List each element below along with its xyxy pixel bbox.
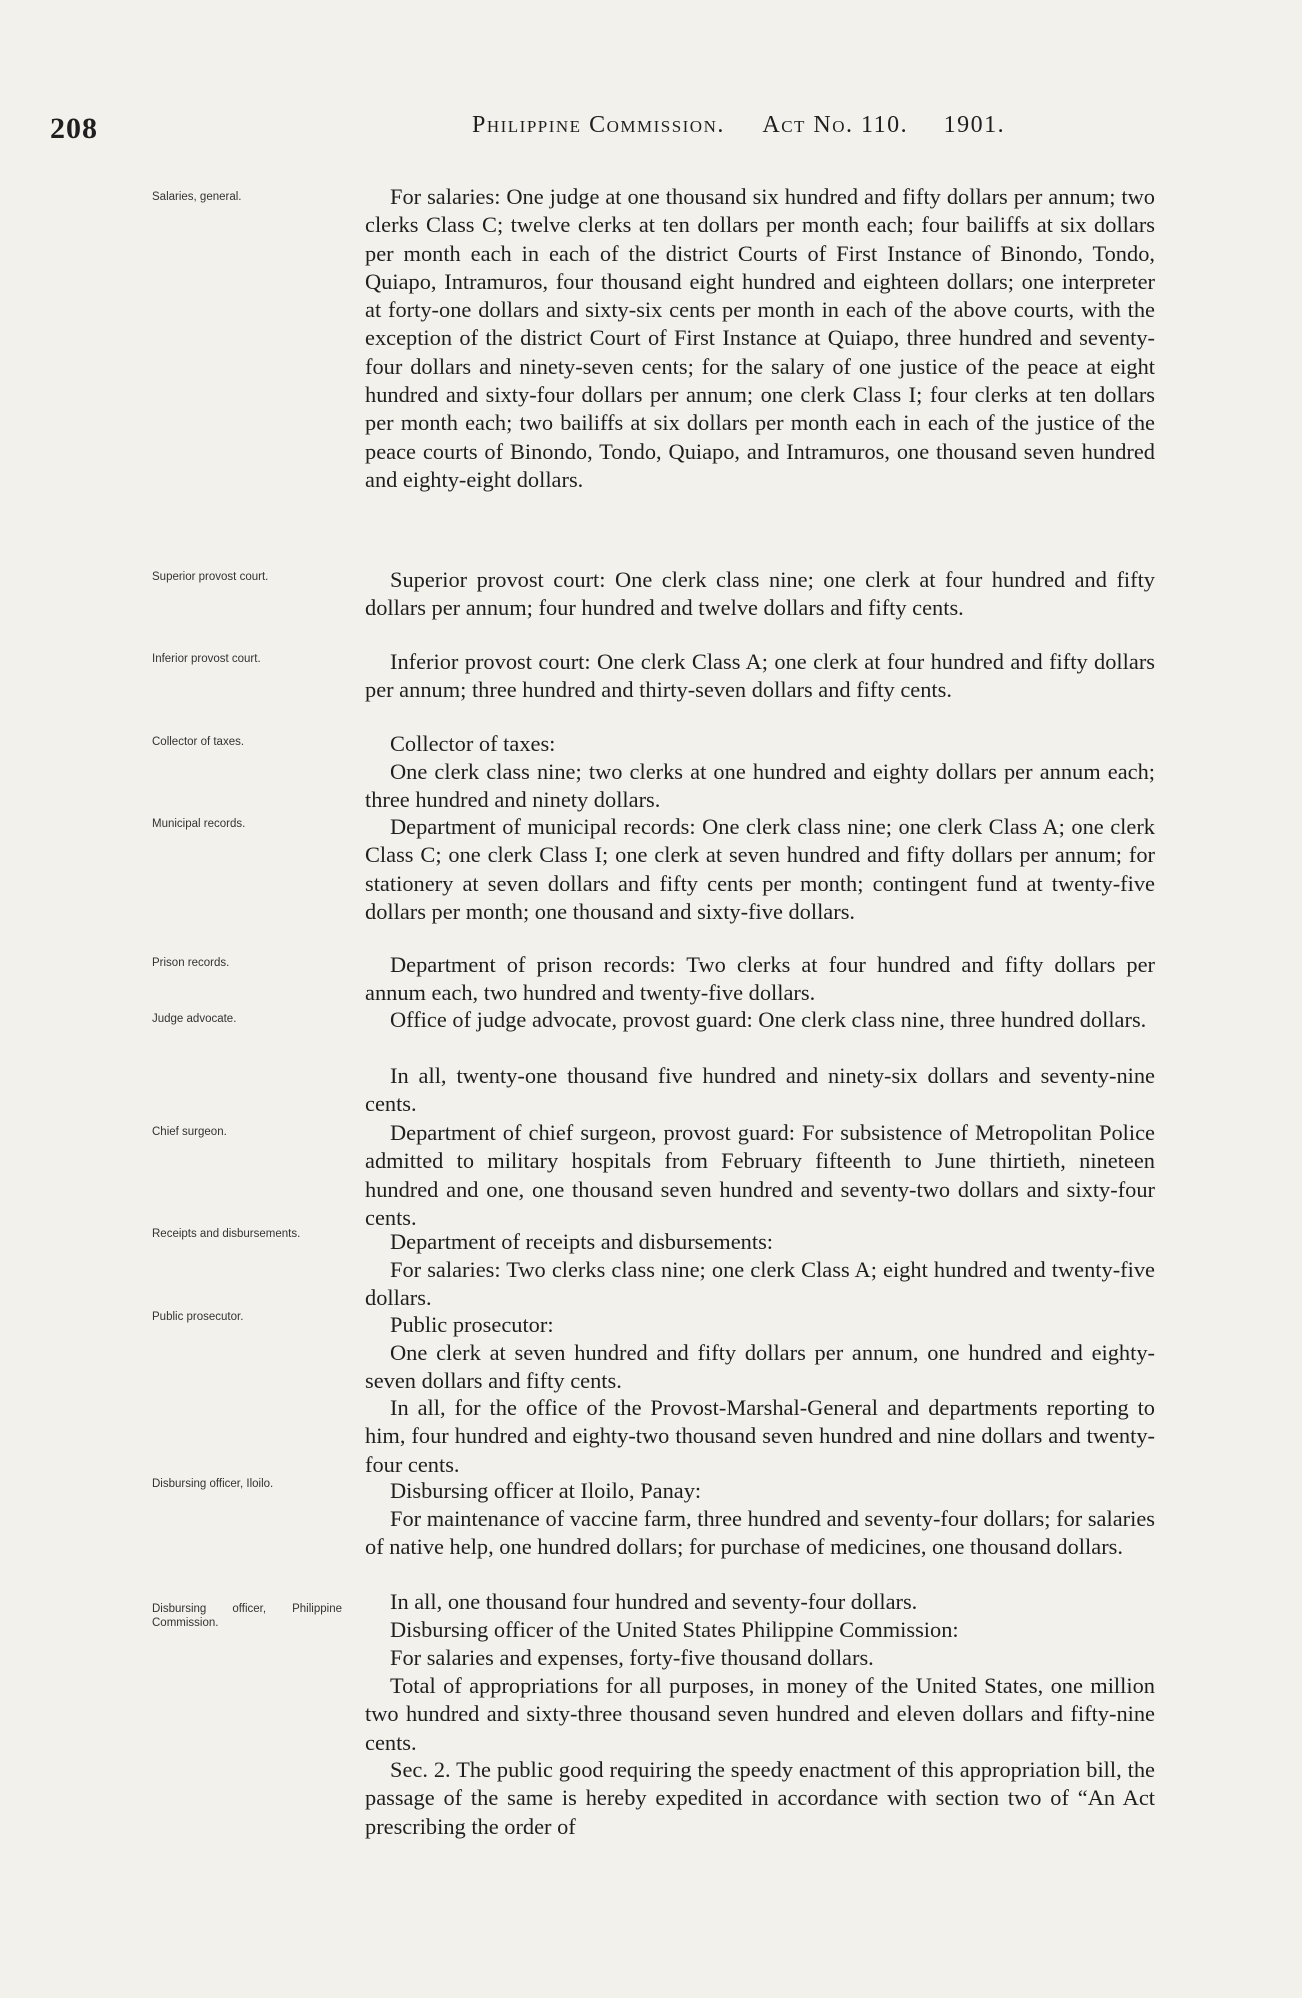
page-header <box>0 112 1302 152</box>
paragraph-commission-salaries: For salaries and expenses, forty-five thousand dollars. <box>390 1645 874 1670</box>
paragraph-section-2: Sec. 2. The public good requiring the speedy enactment of this appropriation bill, the passage of the same is hereby expedited in accordance with section two of “An Act prescribing the order of <box>365 1757 1155 1839</box>
paragraph-salaries-general: For salaries: One judge at one thousand six hundred and fifty dollars per annum; two clerks Class C; twelve clerks at ten dollars per month each; four bailiffs at six dollars per month each in each of the district Courts of First Instance of Binondo, Tondo, Quiapo, Intramuros, four thousand eight hundred and eighteen dollars; one interpreter at forty-one dollars and sixty-six cents per month in each of the above courts, with the exception of the district Court of First Instance at Quiapo, three hundred and seventy-four dollars and ninety-seven cents; for the salary of one justice of the peace at eight hundred and sixty-four dollars per annum; one clerk Class I; four clerks at ten dollars per month each; two bailiffs at six dollars per month each in each of the justice of the peace courts of Binondo, Tondo, Quiapo, and Intramuros, one thousand seven hundred and eighty-eight dollars. <box>365 184 1155 492</box>
paragraph-inferior-provost-court: Inferior provost court: One clerk Class A; one clerk at four hundred and fifty dollars per annum; three hundred and thirty-seven dollars and fifty cents. <box>365 649 1155 703</box>
margin-note-inferior-provost-court: Inferior provost court. <box>152 653 261 665</box>
margin-note-salaries: Salaries, general. <box>152 191 242 203</box>
margin-note-judge-advocate: Judge advocate. <box>152 1013 237 1025</box>
paragraph-collector-of-taxes-heading: Collector of taxes: <box>390 731 556 756</box>
paragraph-iloilo-heading: Disbursing officer at Iloilo, Panay: <box>390 1478 702 1503</box>
margin-note-receipts-disbursements: Receipts and disbursements. <box>152 1228 301 1240</box>
paragraph-receipts-salaries: For salaries: Two clerks class nine; one clerk Class A; eight hundred and twenty-five dollars. <box>365 1257 1155 1311</box>
margin-note-collector-of-taxes: Collector of taxes. <box>152 736 245 748</box>
page-number: 208 <box>50 112 98 145</box>
act-year: 1901. <box>943 112 1006 138</box>
margin-note-disbursing-officer-iloilo: Disbursing officer, Iloilo. <box>152 1478 274 1490</box>
paragraph-receipts-heading: Department of receipts and disbursements: <box>390 1229 774 1254</box>
paragraph-iloilo-total: In all, one thousand four hundred and seventy-four dollars. <box>390 1589 918 1614</box>
margin-note-disbursing-officer-commission: Disbursing officer, Philippine Commission. <box>152 1603 342 1629</box>
paragraph-commission-heading: Disbursing officer of the United States Philippine Commission: <box>390 1617 959 1642</box>
margin-note-chief-surgeon: Chief surgeon. <box>152 1126 227 1138</box>
paragraph-chief-surgeon: Department of chief surgeon, provost guard: For subsistence of Metropolitan Police admitted to military hospitals from February fifteenth to June thirtieth, nineteen hundred and one, one thousand seven hundred and seventy-two dollars and sixty-four cents. <box>365 1120 1155 1230</box>
paragraph-total-provost-marshal: In all, for the office of the Provost-Marshal-General and departments reporting to him, four hundred and eighty-two thousand seven hundred and nine dollars and twenty-four cents. <box>365 1395 1155 1477</box>
paragraph-collector-of-taxes: One clerk class nine; two clerks at one hundred and eighty dollars per annum each; three hundred and ninety dollars. <box>365 759 1155 813</box>
paragraph-prison-records: Department of prison records: Two clerks at four hundred and fifty dollars per annum each, two hundred and twenty-five dollars. <box>365 952 1155 1006</box>
margin-note-municipal-records: Municipal records. <box>152 818 246 830</box>
margin-note-prison-records: Prison records. <box>152 957 230 969</box>
publication-title: Philippine Commission. <box>472 112 725 138</box>
margin-note-public-prosecutor: Public prosecutor. <box>152 1311 244 1323</box>
paragraph-municipal-records: Department of municipal records: One clerk class nine; one clerk Class A; one clerk Class C; one clerk Class I; one clerk at seven hundred and fifty dollars per annum; for stationery at seven dollars and fifty cents per month; contingent fund at twenty-five dollars per month; one thousand and sixty-five dollars. <box>365 814 1155 924</box>
paragraph-judge-advocate: Office of judge advocate, provost guard: One clerk class nine, three hundred dollars. <box>390 1007 1147 1032</box>
act-number: Act No. 110. <box>762 112 909 138</box>
running-head <box>472 112 1005 139</box>
paragraph-total-appropriations: Total of appropriations for all purposes, in money of the United States, one million two hundred and sixty-three thousand seven hundred and eleven dollars and fifty-nine cents. <box>365 1673 1155 1755</box>
paragraph-public-prosecutor: One clerk at seven hundred and fifty dollars per annum, one hundred and eighty-seven dollars and fifty cents. <box>365 1340 1155 1394</box>
paragraph-superior-provost-court: Superior provost court: One clerk class nine; one clerk at four hundred and fifty dollars per annum; four hundred and twelve dollars and fifty cents. <box>365 567 1155 621</box>
paragraph-total-provost: In all, twenty-one thousand five hundred and ninety-six dollars and seventy-nine cents. <box>365 1063 1155 1117</box>
paragraph-public-prosecutor-heading: Public prosecutor: <box>390 1312 554 1337</box>
margin-note-superior-provost-court: Superior provost court. <box>152 571 269 583</box>
paragraph-iloilo-items: For maintenance of vaccine farm, three hundred and seventy-four dollars; for salaries of native help, one hundred dollars; for purchase of medicines, one thousand dollars. <box>365 1506 1155 1560</box>
